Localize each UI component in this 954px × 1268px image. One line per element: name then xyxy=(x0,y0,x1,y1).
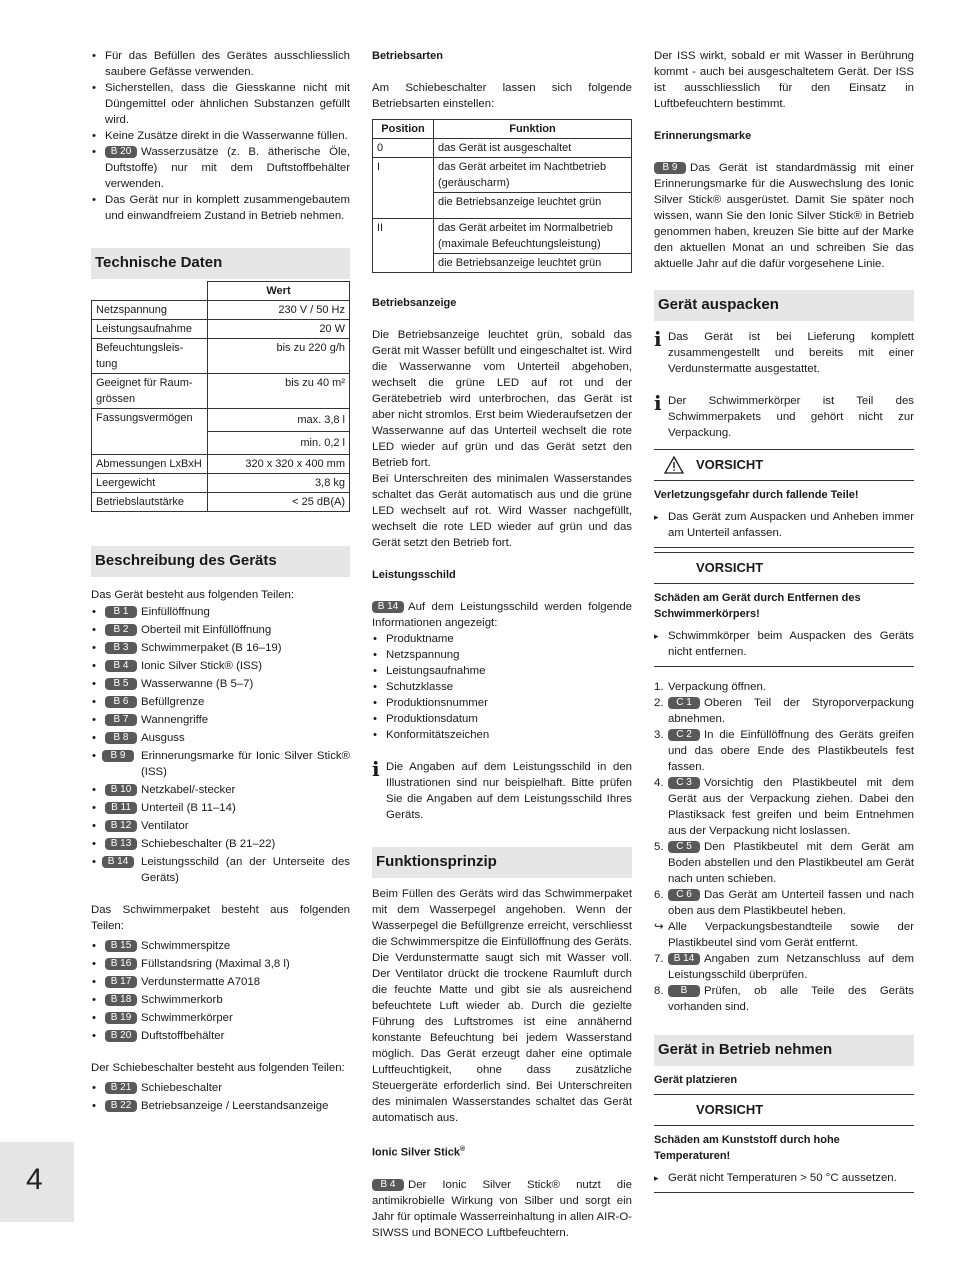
list-item xyxy=(91,622,350,638)
figure-badge: B 11 xyxy=(105,802,137,814)
list-item: • Leistungsaufnahme xyxy=(372,663,632,679)
step-text: Angaben zum Netzanschluss auf dem Leistungsschild überprüfen. xyxy=(668,953,914,981)
figure-badge: B 19 xyxy=(105,1012,137,1024)
list-item xyxy=(91,818,350,834)
float-intro: Das Schwimmerpaket besteht aus folgenden Teilen: xyxy=(91,904,350,932)
list-item-text: Wasserzusätze (z. B. ätherische Öle, Duftstoffe) nur mit dem Duftstoffbehälter verwenden. xyxy=(105,146,350,190)
table-cell: 0 xyxy=(373,139,434,158)
switch-intro: Der Schiebeschalter besteht aus folgenden Teilen: xyxy=(91,1062,345,1074)
list-item-text: Leistungsschild (an der Unterseite des Geräts) xyxy=(141,856,350,884)
iss-text-body: Der Ionic Silver Stick® nutzt die antimikrobielle Wirkung von Silber und sorgt ein Jahr für optimale Wasserreinhaltung in allen AIR-O-SIWSS und BONECO Luftbefeuchtern. xyxy=(372,1178,632,1239)
list-item-text: Schiebeschalter (B 21–22) xyxy=(141,838,276,850)
section-heading-tech: Technische Daten xyxy=(91,248,350,279)
list-item-text: Schwimmerkörper xyxy=(141,1012,233,1024)
list-item: • Für das Befüllen des Gerätes ausschliesslich saubere Gefässe verwenden. xyxy=(91,48,350,80)
table-cell: max. 3,8 l xyxy=(208,409,350,432)
table-cell: die Betriebsanzeige leuchtet grün xyxy=(434,254,632,273)
step-text: Den Plastikbeutel mit dem Gerät am Boden abstellen und den Plastikbeutel am Gerät nach unten schieben. xyxy=(668,841,914,885)
table-cell: Geeignet für Raum-grössen xyxy=(92,374,208,409)
parts-list xyxy=(91,604,350,886)
list-item-text: Verdunstermatte A7018 xyxy=(141,976,261,988)
list-item: • Produktionsnummer xyxy=(372,695,632,711)
info-icon: i xyxy=(654,327,662,351)
list-item xyxy=(91,974,350,990)
list-item xyxy=(91,658,350,674)
table-row xyxy=(373,139,632,158)
column-left xyxy=(91,48,350,1114)
list-item xyxy=(91,604,350,620)
figure-badge: B 3 xyxy=(105,642,137,654)
list-item xyxy=(654,983,914,1015)
unpack-steps-list xyxy=(654,679,914,1015)
step-number: 1. xyxy=(654,681,664,693)
step-number: 7. xyxy=(654,953,664,965)
caution-box xyxy=(654,449,914,548)
indicator-text: Die Betriebsanzeige leuchtet grün, sobald das Gerät mit Wasser befüllt und eingeschaltet ist. Wird die Wasserwanne vom Unterteil abgehoben, wechselt die grüne LED auf rot und der Gerätebetrieb wird unterbrochen, das Gerät ist aber nicht stromlos. Erst beim Wiederaufsetzen der Wasserwanne auf das Unterteil wechselt die rote LED wieder auf grün und das Gerät setzt den Betrieb fort. xyxy=(372,329,632,469)
table-cell: Leistungsaufnahme xyxy=(92,320,208,339)
table-row xyxy=(92,455,350,474)
table-cell: II xyxy=(373,219,434,273)
list-item: • Keine Zusätze direkt in die Wasserwanne füllen. xyxy=(91,128,350,144)
list-item xyxy=(654,887,914,919)
list-item-text: Einfüllöffnung xyxy=(141,606,210,618)
caution-list xyxy=(654,628,914,660)
reminder-text xyxy=(654,160,914,272)
section-heading-start: Gerät in Betrieb nehmen xyxy=(654,1035,914,1066)
figure-badge: B 14 xyxy=(372,601,404,613)
table-cell: Betriebslautstärke xyxy=(92,493,208,512)
page-number: 4 xyxy=(26,1163,43,1196)
list-item-text: Wasserwanne (B 5–7) xyxy=(141,678,254,690)
info-note xyxy=(654,393,914,441)
page-number-tab xyxy=(0,1142,74,1222)
modes-intro: Am Schiebeschalter lassen sich folgende Betriebsarten einstellen: xyxy=(372,82,632,110)
list-item xyxy=(91,800,350,816)
list-item: ▸ Schwimmkörper beim Auspacken des Geräts nicht entfernen. xyxy=(654,628,914,660)
table-row xyxy=(92,374,350,409)
figure-badge: B 12 xyxy=(105,820,137,832)
plate-intro-text: Auf dem Leistungsschild werden folgende Informationen angezeigt: xyxy=(372,601,632,629)
iss-label xyxy=(372,1142,632,1161)
list-item-text: Unterteil (B 11–14) xyxy=(141,802,236,814)
caution-box xyxy=(654,552,914,667)
figure-badge: B 1 xyxy=(105,606,137,618)
list-item-text: Befüllgrenze xyxy=(141,696,205,708)
table-header: Funktion xyxy=(434,120,632,139)
result-arrow-icon: ↪ xyxy=(654,921,664,933)
registered-mark: ® xyxy=(460,1146,466,1153)
caution-heading: VORSICHT xyxy=(696,1102,764,1117)
list-item: • Das Gerät nur in komplett zusammengebautem und einwandfreiem Zustand in Betrieb nehmen. xyxy=(91,192,350,224)
column-middle xyxy=(372,48,632,1241)
caution-list xyxy=(654,1170,914,1186)
list-item-text: Erinnerungsmarke für Ionic Silver Stick® (ISS) xyxy=(141,750,350,778)
list-item xyxy=(91,1080,350,1096)
table-cell: min. 0,2 l xyxy=(208,432,350,455)
caution-subtitle: Schäden am Kunststoff durch hohe Temperaturen! xyxy=(654,1134,840,1162)
list-item xyxy=(654,679,914,695)
list-item xyxy=(654,839,914,887)
list-item xyxy=(91,1098,350,1114)
table-header: Wert xyxy=(208,282,350,301)
caution-heading: VORSICHT xyxy=(696,560,764,575)
list-item-text: Oberteil mit Einfüllöffnung xyxy=(141,624,272,636)
info-note xyxy=(654,329,914,377)
step-text: Das Gerät am Unterteil fassen und nach oben aus dem Plastikbeutel heben. xyxy=(668,889,914,917)
step-number: 3. xyxy=(654,729,664,741)
caution-heading xyxy=(654,456,914,474)
table-cell: I xyxy=(373,158,434,219)
list-item-text: Füllstandsring (Maximal 3,8 l) xyxy=(141,958,290,970)
caution-subtitle: Schäden am Gerät durch Entfernen des Schwimmerkörpers! xyxy=(654,592,861,620)
list-item: • Netzspannung xyxy=(372,647,632,663)
figure-badge: B 8 xyxy=(105,732,137,744)
tech-data-table xyxy=(91,281,350,512)
modes-label: Betriebsarten xyxy=(372,50,443,62)
step-text: Alle Verpackungsbestandteile sowie der Plastikbeutel sind vom Gerät entfernt. xyxy=(668,921,914,949)
info-note-text: Die Angaben auf dem Leistungsschild in den Illustrationen sind nur beispielhaft. Bitte prüfen Sie die Angaben auf dem Leistungsschild Ihres Geräts. xyxy=(386,761,632,821)
figure-badge: C 5 xyxy=(668,841,700,853)
column-right xyxy=(654,48,914,1193)
figure-badge: B 7 xyxy=(105,714,137,726)
step-number: 6. xyxy=(654,889,664,901)
table-row xyxy=(92,493,350,512)
iss-label-text: Ionic Silver Stick xyxy=(372,1146,461,1159)
caution-list xyxy=(654,509,914,541)
list-item-text: Netzkabel/-stecker xyxy=(141,784,236,796)
list-item xyxy=(91,956,350,972)
figure-badge: B 21 xyxy=(105,1082,137,1094)
table-cell: 20 W xyxy=(208,320,350,339)
list-item-text: Schwimmerspitze xyxy=(141,940,231,952)
step-number: 2. xyxy=(654,697,664,709)
indicator-text-2: Bei Unterschreiten des minimalen Wasserstandes schaltet das Gerät automatisch aus und die grüne LED wechselt auf rot. Wird Wasser nachgefüllt, wechselt die rote LED wieder auf grün und das Gerät setzt den Betrieb fort. xyxy=(372,473,632,549)
place-label: Gerät platzieren xyxy=(654,1074,738,1086)
list-item-text: Wannengriffe xyxy=(141,714,209,726)
list-item xyxy=(91,854,350,886)
switch-parts-list xyxy=(91,1080,350,1114)
list-item xyxy=(91,748,350,780)
table-corner xyxy=(92,282,208,301)
step-number: 4. xyxy=(654,777,664,789)
list-item: • Produktname xyxy=(372,631,632,647)
list-item: ▸ Gerät nicht Temperaturen > 50 °C aussetzen. xyxy=(654,1170,914,1186)
figure-badge: B 20 xyxy=(105,1030,137,1042)
table-row xyxy=(373,219,632,254)
info-note xyxy=(372,759,632,823)
step-number: 5. xyxy=(654,841,664,853)
reminder-label: Erinnerungsmarke xyxy=(654,130,752,142)
table-row xyxy=(92,474,350,493)
step-text: Verpackung öffnen. xyxy=(668,681,766,693)
table-cell: bis zu 40 m² xyxy=(208,374,350,409)
step-text: In die Einfüllöffnung des Geräts greifen und das obere Ende des Plastikbeutels fest fassen. xyxy=(668,729,914,773)
list-item xyxy=(654,775,914,839)
list-item: • Produktionsdatum xyxy=(372,711,632,727)
info-icon: i xyxy=(372,757,380,781)
list-item xyxy=(654,695,914,727)
indicator-label: Betriebsanzeige xyxy=(372,297,457,309)
reminder-text-body: Das Gerät ist standardmässig mit einer Erinnerungsmarke für die Auswechslung des Ionic Silver Stick® ausgerüstet. Damit Sie später noch wissen, wann Sie den Ionic Silver Stick® in Betrieb genommen haben, kreuzen Sie bitte auf der Marke den aktuellen Monat an und schreiben Sie das aktuelle Jahr auf die dafür vorgesehene Linie. xyxy=(654,162,914,270)
table-cell: Befeuchtungsleis-tung xyxy=(92,339,208,374)
info-note-text: Das Gerät ist bei Lieferung komplett zusammengestellt und bereits mit einer Verdunstermatte ausgestattet. xyxy=(668,331,914,375)
divider xyxy=(654,480,914,481)
list-item xyxy=(91,694,350,710)
figure-badge: B 20 xyxy=(105,146,137,158)
list-item: • Sicherstellen, dass die Giesskanne nicht mit Düngemittel oder ähnlichen Substanzen gefüllt wird. xyxy=(91,80,350,128)
list-item-text: Ausguss xyxy=(141,732,185,744)
list-item: • Konformitätszeichen xyxy=(372,727,632,743)
table-row xyxy=(92,320,350,339)
table-cell: 3,8 kg xyxy=(208,474,350,493)
figure-badge: C 1 xyxy=(668,697,700,709)
list-item xyxy=(91,836,350,852)
plate-intro xyxy=(372,599,632,631)
figure-badge: B 9 xyxy=(654,162,686,174)
table-cell: 320 x 320 x 400 mm xyxy=(208,455,350,474)
warning-triangle-icon xyxy=(664,456,684,474)
list-item: • Schutzklasse xyxy=(372,679,632,695)
list-item-text: Ionic Silver Stick® (ISS) xyxy=(141,660,263,672)
list-item-text: Schiebeschalter xyxy=(141,1082,223,1094)
modes-table xyxy=(372,119,632,273)
function-text: Beim Füllen des Geräts wird das Schwimmerpaket mit dem Wasserpegel angehoben. Wenn der Wasserpegel die Befüllgrenze erreicht, verschliesst die Schwimmerspitze die Einfüllöffnung des Geräts. Die Verdunstermatte saugt sich mit Wasser voll. Der Ventilator drückt die trockene Raumluft durch die feuchte Matte und gibt sie als ausreichend befeuchtete Luft wieder ab. Durch die gezielte Führung des Luftstromes ist eine annähernd konstante Befeuchtung bei jedem Wasserstand möglich. Das Gerät erzeugt daher eine optimale Luftfeuchtigkeit, ohne dass zusätzliche Steuergeräte erforderlich sind. Bei Unterschreiten des minimalen Wasserstandes schaltet das Gerät automatisch aus. xyxy=(372,888,633,1124)
figure-badge: B 2 xyxy=(105,624,137,636)
list-item xyxy=(91,144,350,192)
caution-box xyxy=(654,1094,914,1193)
figure-badge: B 16 xyxy=(105,958,137,970)
step-text: Oberen Teil der Styroporverpackung abnehmen. xyxy=(668,697,914,725)
list-item-text: Schwimmerkorb xyxy=(141,994,223,1006)
list-item xyxy=(91,1010,350,1026)
list-item xyxy=(91,992,350,1008)
plate-items-list xyxy=(372,631,632,743)
list-item xyxy=(91,676,350,692)
figure-badge: B 4 xyxy=(372,1179,404,1191)
figure-badge: B xyxy=(668,985,700,997)
figure-badge: B 4 xyxy=(105,660,137,672)
table-row xyxy=(92,301,350,320)
step-text: Vorsichtig den Plastikbeutel mit dem Gerät aus der Verpackung ziehen. Dabei den Plastiksack fest greifen und beim Entnehmen aus der Verpackung nicht loslassen. xyxy=(668,777,914,837)
table-cell: das Gerät arbeitet im Nachtbetrieb (geräuscharm) xyxy=(434,158,632,193)
table-cell: das Gerät arbeitet im Normalbetrieb (maximale Befeuchtungsleistung) xyxy=(434,219,632,254)
table-cell: Fassungsvermögen xyxy=(92,409,208,455)
figure-badge: B 13 xyxy=(105,838,137,850)
list-item-text: Schwimmerpaket (B 16–19) xyxy=(141,642,282,654)
figure-badge: • B 14 xyxy=(102,856,134,868)
list-item-text: Duftstoffbehälter xyxy=(141,1030,225,1042)
figure-badge: B 22 xyxy=(105,1100,137,1112)
figure-badge: B 5 xyxy=(105,678,137,690)
table-header-row xyxy=(373,120,632,139)
figure-badge: • B 9 xyxy=(102,750,134,762)
list-item xyxy=(654,951,914,983)
parts-intro: Das Gerät besteht aus folgenden Teilen: xyxy=(91,589,295,601)
list-item: ▸ Das Gerät zum Auspacken und Anheben immer am Unterteil anfassen. xyxy=(654,509,914,541)
table-cell: bis zu 220 g/h xyxy=(208,339,350,374)
section-heading-unpack: Gerät auspacken xyxy=(654,290,914,321)
figure-badge: B 14 xyxy=(668,953,700,965)
figure-badge: B 10 xyxy=(105,784,137,796)
plate-label: Leistungsschild xyxy=(372,569,456,581)
list-item xyxy=(91,1028,350,1044)
table-cell: Abmessungen LxBxH xyxy=(92,455,208,474)
section-heading-description: Beschreibung des Geräts xyxy=(91,546,350,577)
info-note-text: Der Schwimmerkörper ist Teil des Schwimmerpakets und gehört nicht zur Verpackung. xyxy=(668,395,914,439)
table-cell: 230 V / 50 Hz xyxy=(208,301,350,320)
float-parts-list xyxy=(91,938,350,1044)
figure-badge: C 3 xyxy=(668,777,700,789)
figure-badge: B 17 xyxy=(105,976,137,988)
table-row xyxy=(92,409,350,432)
step-number: 8. xyxy=(654,985,664,997)
list-item xyxy=(91,938,350,954)
table-header: Position xyxy=(373,120,434,139)
list-item xyxy=(654,727,914,775)
figure-badge: B 15 xyxy=(105,940,137,952)
divider xyxy=(654,1125,914,1126)
figure-badge: B 6 xyxy=(105,696,137,708)
iss-text xyxy=(372,1177,632,1241)
caution-heading-text: VORSICHT xyxy=(696,457,764,472)
safety-bullet-list xyxy=(91,48,350,224)
divider xyxy=(654,583,914,584)
list-item xyxy=(91,730,350,746)
table-cell: die Betriebsanzeige leuchtet grün xyxy=(434,193,632,219)
list-item xyxy=(654,919,914,951)
figure-badge: C 6 xyxy=(668,889,700,901)
table-cell: das Gerät ist ausgeschaltet xyxy=(434,139,632,158)
table-row xyxy=(373,158,632,193)
figure-badge: C 2 xyxy=(668,729,700,741)
table-cell: Leergewicht xyxy=(92,474,208,493)
caution-subtitle: Verletzungsgefahr durch fallende Teile! xyxy=(654,489,859,501)
info-icon: i xyxy=(654,391,662,415)
list-item-text: Betriebsanzeige / Leerstandsanzeige xyxy=(141,1100,329,1112)
table-row xyxy=(92,339,350,374)
section-heading-function: Funktionsprinzip xyxy=(372,847,632,878)
table-cell: Netzspannung xyxy=(92,301,208,320)
list-item xyxy=(91,640,350,656)
list-item xyxy=(91,712,350,728)
figure-badge: B 18 xyxy=(105,994,137,1006)
list-item xyxy=(91,782,350,798)
step-text: Prüfen, ob alle Teile des Geräts vorhanden sind. xyxy=(668,985,914,1013)
table-cell: < 25 dB(A) xyxy=(208,493,350,512)
iss-text-continued: Der ISS wirkt, sobald er mit Wasser in Berührung kommt - auch bei ausgeschaltetem Gerät. Der ISS ist ausschliesslich für den Einsatz in Luftbefeuchtern bestimmt. xyxy=(654,50,914,110)
list-item-text: Ventilator xyxy=(141,820,189,832)
